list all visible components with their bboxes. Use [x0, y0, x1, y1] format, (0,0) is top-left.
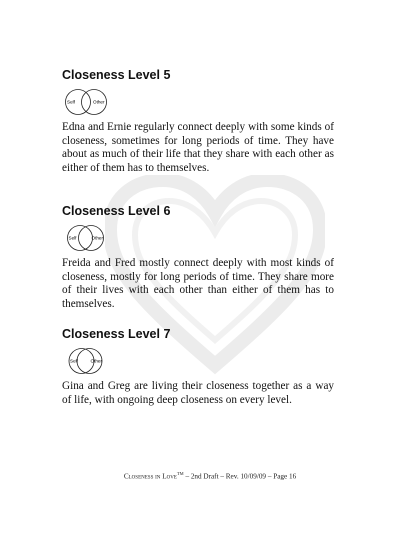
- footer-title: Closeness in Love: [123, 472, 177, 481]
- section-heading: Closeness Level 6: [62, 204, 171, 218]
- section-heading: Closeness Level 7: [62, 327, 171, 341]
- self-label: Self: [67, 99, 75, 105]
- self-label: Self: [70, 358, 78, 364]
- section-heading: Closeness Level 5: [62, 68, 171, 82]
- page-footer: [0, 471, 420, 480]
- section-paragraph: Freida and Fred mostly connect deeply with most kinds of closeness, mostly for long periods of time. They share more of their lives with each other than either of them has to themselves.: [62, 257, 334, 310]
- other-label: Other: [91, 235, 103, 241]
- venn-diagram: [62, 224, 110, 252]
- section-paragraph: Gina and Greg are living their closeness together as a way of life, with ongoing deep closeness on every level.: [62, 380, 334, 406]
- venn-diagram: [62, 347, 110, 375]
- closeness-level-7-section: [62, 327, 334, 407]
- self-label: Self: [68, 235, 77, 241]
- closeness-level-5-section: [62, 68, 334, 175]
- footer-draft-info: – 2nd Draft – Rev. 10/09/09 – Page 16: [183, 472, 297, 481]
- other-label: Other: [93, 99, 105, 105]
- section-paragraph: Edna and Ernie regularly connect deeply with some kinds of closeness, sometimes for long periods of time. They have about as much of their life that they share with each other as either of them has to themselves.: [62, 121, 334, 174]
- trademark-mark: TM: [176, 471, 184, 476]
- closeness-level-6-section: [62, 204, 334, 311]
- venn-diagram: [62, 88, 110, 116]
- other-label: Other: [90, 358, 102, 364]
